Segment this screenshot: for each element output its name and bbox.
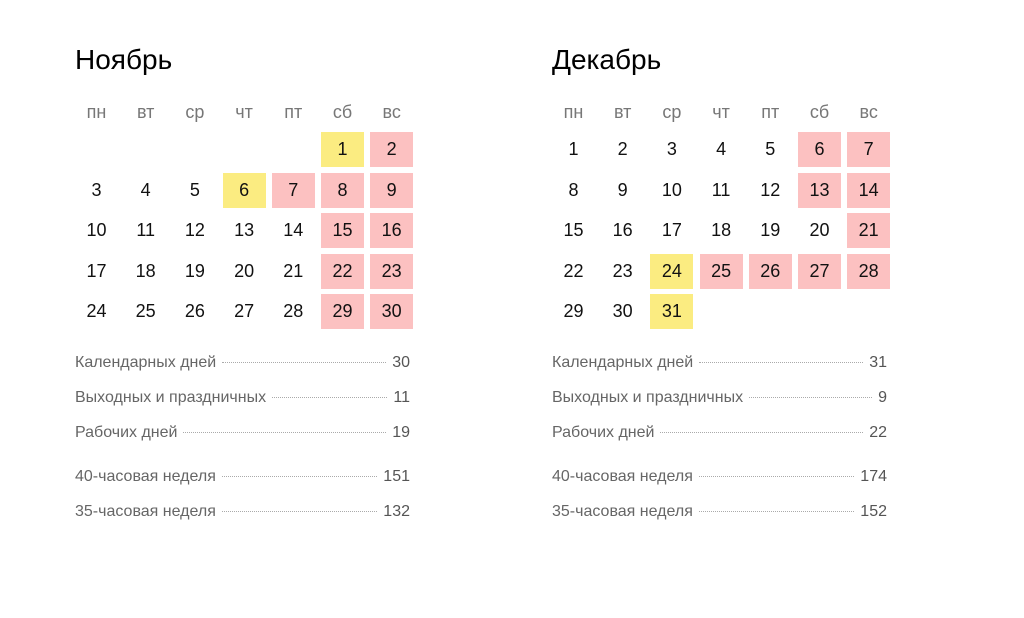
day-cell: 2 bbox=[370, 132, 413, 167]
dotted-leader bbox=[222, 511, 377, 512]
day-cell: 11 bbox=[136, 220, 156, 240]
day-cell: 5 bbox=[765, 139, 776, 159]
weekday-label: вт bbox=[136, 102, 155, 122]
dotted-leader bbox=[272, 397, 387, 398]
dotted-leader bbox=[222, 476, 377, 477]
stat-label: 40-часовая неделя bbox=[75, 468, 216, 485]
stat-label: Рабочих дней bbox=[552, 424, 655, 441]
stat-row bbox=[552, 459, 887, 494]
dotted-leader bbox=[660, 432, 863, 433]
stat-label: Рабочих дней bbox=[75, 424, 178, 441]
stat-label: Выходных и праздничных bbox=[75, 389, 267, 406]
stat-value: 19 bbox=[392, 424, 410, 441]
stat-value: 22 bbox=[869, 424, 887, 441]
day-cell: 31 bbox=[650, 294, 693, 329]
day-cell: 28 bbox=[283, 301, 304, 321]
dotted-leader bbox=[749, 397, 872, 398]
stat-row bbox=[552, 380, 887, 415]
stat-row bbox=[75, 345, 410, 380]
day-cell: 28 bbox=[847, 254, 890, 289]
stat-row bbox=[75, 459, 410, 494]
day-cell: 2 bbox=[617, 139, 628, 159]
day-cell: 4 bbox=[140, 179, 151, 200]
dotted-leader bbox=[699, 476, 854, 477]
day-cell: 14 bbox=[847, 173, 890, 208]
day-cell: 5 bbox=[189, 179, 200, 200]
day-cell: 1 bbox=[568, 139, 579, 159]
day-cell: 9 bbox=[617, 179, 628, 200]
days-grid bbox=[75, 132, 415, 332]
day-cell: 30 bbox=[370, 294, 413, 329]
weekday-label: ср bbox=[185, 102, 205, 122]
day-cell: 3 bbox=[666, 139, 677, 159]
dotted-leader bbox=[222, 362, 386, 363]
day-cell: 11 bbox=[711, 179, 731, 200]
day-cell: 18 bbox=[711, 220, 732, 240]
day-cell: 1 bbox=[321, 132, 364, 167]
day-cell: 14 bbox=[283, 220, 304, 240]
day-cell: 21 bbox=[283, 260, 304, 281]
day-cell: 6 bbox=[798, 132, 841, 167]
day-cell: 22 bbox=[321, 254, 364, 289]
calendar-grid bbox=[75, 92, 415, 332]
stat-row bbox=[75, 415, 410, 450]
stat-label: Выходных и праздничных bbox=[552, 389, 744, 406]
stat-value: 152 bbox=[860, 503, 887, 520]
day-cell: 13 bbox=[798, 173, 841, 208]
month-stats bbox=[552, 345, 887, 529]
day-cell: 29 bbox=[321, 294, 364, 329]
month-december bbox=[552, 40, 892, 520]
weekday-label: пт bbox=[761, 102, 780, 122]
day-cell: 8 bbox=[568, 179, 579, 200]
stat-label: 35-часовая неделя bbox=[552, 503, 693, 520]
day-cell: 8 bbox=[321, 173, 364, 208]
day-cell: 16 bbox=[370, 213, 413, 248]
weekday-label: вс bbox=[859, 102, 878, 122]
day-cell: 21 bbox=[847, 213, 890, 248]
day-cell: 29 bbox=[563, 301, 584, 321]
day-cell: 15 bbox=[321, 213, 364, 248]
stat-value: 11 bbox=[393, 389, 410, 406]
weekday-label: пн bbox=[563, 102, 584, 122]
day-cell: 20 bbox=[234, 260, 255, 281]
weekday-header bbox=[75, 92, 415, 132]
stat-value: 30 bbox=[392, 354, 410, 371]
day-cell: 26 bbox=[749, 254, 792, 289]
day-cell: 24 bbox=[86, 301, 107, 321]
day-cell: 17 bbox=[661, 220, 682, 240]
day-cell: 26 bbox=[184, 301, 205, 321]
stat-row bbox=[75, 380, 410, 415]
day-cell: 27 bbox=[798, 254, 841, 289]
dotted-leader bbox=[699, 511, 854, 512]
day-cell: 15 bbox=[563, 220, 584, 240]
stat-label: Календарных дней bbox=[75, 354, 217, 371]
day-cell: 24 bbox=[650, 254, 693, 289]
stat-value: 9 bbox=[878, 389, 887, 406]
stat-row bbox=[552, 494, 887, 529]
day-cell: 10 bbox=[661, 179, 682, 200]
day-cell: 6 bbox=[223, 173, 266, 208]
day-cell: 3 bbox=[91, 179, 102, 200]
day-cell: 7 bbox=[847, 132, 890, 167]
stat-value: 31 bbox=[869, 354, 887, 371]
day-cell: 19 bbox=[184, 260, 205, 281]
dotted-leader bbox=[183, 432, 386, 433]
day-cell: 30 bbox=[612, 301, 633, 321]
day-cell: 19 bbox=[760, 220, 781, 240]
day-cell: 22 bbox=[563, 260, 584, 281]
stat-label: 35-часовая неделя bbox=[75, 503, 216, 520]
weekday-label: пт bbox=[284, 102, 303, 122]
day-cell: 18 bbox=[135, 260, 156, 281]
weekday-label: сб bbox=[809, 102, 830, 122]
month-title: Декабрь bbox=[552, 44, 662, 75]
day-cell: 25 bbox=[700, 254, 743, 289]
day-cell: 10 bbox=[86, 220, 107, 240]
stat-value: 151 bbox=[383, 468, 410, 485]
weekday-header bbox=[552, 92, 892, 132]
month-november bbox=[75, 40, 415, 520]
month-stats bbox=[75, 345, 410, 529]
day-cell: 9 bbox=[370, 173, 413, 208]
day-cell: 12 bbox=[184, 220, 205, 240]
stat-label: Календарных дней bbox=[552, 354, 694, 371]
weekday-label: ср bbox=[662, 102, 682, 122]
day-cell: 27 bbox=[234, 301, 255, 321]
day-cell: 13 bbox=[234, 220, 255, 240]
stat-value: 174 bbox=[860, 468, 887, 485]
weekday-label: пн bbox=[86, 102, 107, 122]
stat-row bbox=[75, 494, 410, 529]
day-cell: 7 bbox=[272, 173, 315, 208]
calendar-grid bbox=[552, 92, 892, 332]
weekday-label: чт bbox=[712, 102, 730, 122]
day-cell: 23 bbox=[612, 260, 633, 281]
dotted-leader bbox=[699, 362, 863, 363]
day-cell: 23 bbox=[370, 254, 413, 289]
weekday-label: сб bbox=[332, 102, 353, 122]
month-title: Ноябрь bbox=[75, 44, 173, 75]
day-cell: 17 bbox=[86, 260, 107, 281]
day-cell: 12 bbox=[760, 179, 781, 200]
weekday-label: вт bbox=[613, 102, 632, 122]
weekday-label: вс bbox=[382, 102, 401, 122]
stat-row bbox=[552, 415, 887, 450]
stat-label: 40-часовая неделя bbox=[552, 468, 693, 485]
day-cell: 25 bbox=[135, 301, 156, 321]
day-cell: 4 bbox=[716, 139, 727, 159]
day-cell: 16 bbox=[612, 220, 633, 240]
stat-row bbox=[552, 345, 887, 380]
stat-value: 132 bbox=[383, 503, 410, 520]
day-cell: 20 bbox=[809, 220, 830, 240]
weekday-label: чт bbox=[235, 102, 253, 122]
days-grid bbox=[552, 132, 892, 332]
